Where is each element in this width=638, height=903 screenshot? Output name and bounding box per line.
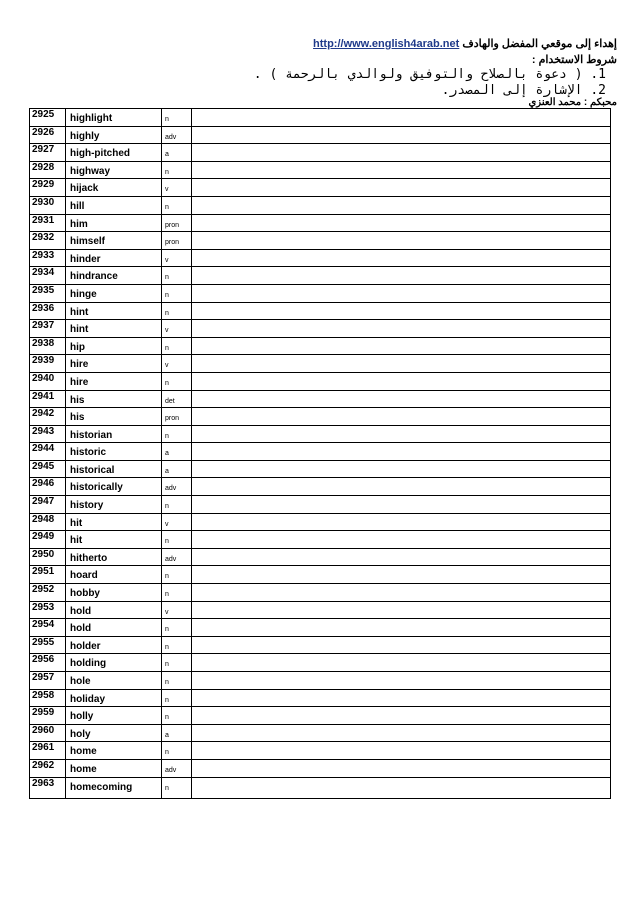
- entry-word: holly: [66, 707, 162, 725]
- entry-number: 2942: [30, 408, 66, 426]
- table-row: [30, 196, 611, 214]
- table-row: [30, 654, 611, 672]
- entry-word: hill: [66, 196, 162, 214]
- entry-number: 2926: [30, 126, 66, 144]
- entry-number: 2963: [30, 777, 66, 798]
- entry-part-of-speech: n: [162, 672, 192, 690]
- table-row: [30, 144, 611, 162]
- entry-number: 2939: [30, 355, 66, 373]
- entry-part-of-speech: adv: [162, 759, 192, 777]
- entry-word: historic: [66, 443, 162, 461]
- entry-part-of-speech: n: [162, 566, 192, 584]
- site-link[interactable]: http://www.english4arab.net: [313, 38, 460, 50]
- entry-word: hire: [66, 372, 162, 390]
- entry-part-of-speech: n: [162, 689, 192, 707]
- table-row: [30, 513, 611, 531]
- table-row: [30, 126, 611, 144]
- entry-number: 2943: [30, 425, 66, 443]
- entry-word: holding: [66, 654, 162, 672]
- entry-number: 2925: [30, 109, 66, 127]
- entry-word: hitherto: [66, 548, 162, 566]
- condition-2: 2. الإشارة إلى المصدر.: [441, 83, 606, 98]
- table-row: [30, 109, 611, 127]
- entry-number: 2927: [30, 144, 66, 162]
- entry-part-of-speech: n: [162, 619, 192, 637]
- author-line: محبكم : محمد العنزي: [528, 97, 617, 108]
- entry-word: hint: [66, 320, 162, 338]
- entry-number: 2930: [30, 196, 66, 214]
- table-row: [30, 672, 611, 690]
- vocabulary-table: [29, 108, 611, 799]
- table-row: [30, 531, 611, 549]
- entry-blank-cell: [192, 372, 611, 390]
- entry-number: 2949: [30, 531, 66, 549]
- table-row: [30, 566, 611, 584]
- entry-part-of-speech: n: [162, 337, 192, 355]
- entry-blank-cell: [192, 478, 611, 496]
- table-row: [30, 267, 611, 285]
- entry-blank-cell: [192, 408, 611, 426]
- entry-part-of-speech: v: [162, 320, 192, 338]
- entry-number: 2961: [30, 742, 66, 760]
- condition-1: 1. ( دعوة بالصلاح والتوفيق ولوالدي بالرحمة ) .: [253, 67, 606, 82]
- entry-word: highway: [66, 161, 162, 179]
- entry-number: 2958: [30, 689, 66, 707]
- entry-blank-cell: [192, 214, 611, 232]
- table-row: [30, 707, 611, 725]
- entry-part-of-speech: n: [162, 584, 192, 602]
- entry-number: 2959: [30, 707, 66, 725]
- entry-part-of-speech: n: [162, 496, 192, 514]
- entry-part-of-speech: n: [162, 531, 192, 549]
- entry-blank-cell: [192, 654, 611, 672]
- entry-word: historically: [66, 478, 162, 496]
- entry-number: 2962: [30, 759, 66, 777]
- table-row: [30, 724, 611, 742]
- table-row: [30, 777, 611, 798]
- table-row: [30, 478, 611, 496]
- entry-number: 2957: [30, 672, 66, 690]
- entry-blank-cell: [192, 196, 611, 214]
- entry-number: 2954: [30, 619, 66, 637]
- entry-word: himself: [66, 232, 162, 250]
- entry-blank-cell: [192, 460, 611, 478]
- entry-part-of-speech: det: [162, 390, 192, 408]
- entry-number: 2956: [30, 654, 66, 672]
- entry-part-of-speech: a: [162, 144, 192, 162]
- entry-word: home: [66, 742, 162, 760]
- entry-part-of-speech: n: [162, 636, 192, 654]
- entry-blank-cell: [192, 584, 611, 602]
- entry-blank-cell: [192, 742, 611, 760]
- entry-word: highlight: [66, 109, 162, 127]
- table-row: [30, 161, 611, 179]
- table-row: [30, 496, 611, 514]
- table-row: [30, 408, 611, 426]
- entry-number: 2953: [30, 601, 66, 619]
- entry-blank-cell: [192, 161, 611, 179]
- vocabulary-rows: [30, 109, 611, 799]
- entry-number: 2946: [30, 478, 66, 496]
- conditions-title: شروط الاستخدام :: [531, 54, 617, 66]
- entry-blank-cell: [192, 759, 611, 777]
- entry-number: 2938: [30, 337, 66, 355]
- entry-blank-cell: [192, 249, 611, 267]
- table-row: [30, 619, 611, 637]
- entry-word: hijack: [66, 179, 162, 197]
- entry-blank-cell: [192, 689, 611, 707]
- table-row: [30, 759, 611, 777]
- table-row: [30, 372, 611, 390]
- entry-blank-cell: [192, 320, 611, 338]
- entry-word: hobby: [66, 584, 162, 602]
- entry-part-of-speech: adv: [162, 478, 192, 496]
- entry-blank-cell: [192, 636, 611, 654]
- entry-word: his: [66, 408, 162, 426]
- entry-number: 2937: [30, 320, 66, 338]
- entry-blank-cell: [192, 531, 611, 549]
- entry-word: hoard: [66, 566, 162, 584]
- entry-blank-cell: [192, 425, 611, 443]
- entry-blank-cell: [192, 232, 611, 250]
- entry-blank-cell: [192, 724, 611, 742]
- entry-part-of-speech: adv: [162, 548, 192, 566]
- entry-part-of-speech: pron: [162, 214, 192, 232]
- entry-blank-cell: [192, 601, 611, 619]
- entry-part-of-speech: v: [162, 249, 192, 267]
- table-row: [30, 302, 611, 320]
- entry-part-of-speech: n: [162, 302, 192, 320]
- entry-word: holder: [66, 636, 162, 654]
- entry-word: historical: [66, 460, 162, 478]
- entry-part-of-speech: n: [162, 742, 192, 760]
- entry-number: 2948: [30, 513, 66, 531]
- entry-blank-cell: [192, 109, 611, 127]
- entry-word: hold: [66, 601, 162, 619]
- entry-part-of-speech: v: [162, 601, 192, 619]
- table-row: [30, 249, 611, 267]
- entry-word: hit: [66, 513, 162, 531]
- entry-part-of-speech: n: [162, 372, 192, 390]
- entry-part-of-speech: v: [162, 513, 192, 531]
- dedication-text: إهداء إلى موقعي المفضل والهادف: [462, 38, 617, 50]
- entry-word: hindrance: [66, 267, 162, 285]
- table-row: [30, 742, 611, 760]
- table-row: [30, 337, 611, 355]
- entry-word: hint: [66, 302, 162, 320]
- entry-word: hip: [66, 337, 162, 355]
- entry-word: home: [66, 759, 162, 777]
- table-row: [30, 689, 611, 707]
- entry-word: his: [66, 390, 162, 408]
- entry-number: 2947: [30, 496, 66, 514]
- entry-word: history: [66, 496, 162, 514]
- entry-number: 2960: [30, 724, 66, 742]
- entry-blank-cell: [192, 443, 611, 461]
- entry-word: holy: [66, 724, 162, 742]
- entry-part-of-speech: n: [162, 777, 192, 798]
- table-row: [30, 355, 611, 373]
- table-row: [30, 601, 611, 619]
- entry-part-of-speech: n: [162, 284, 192, 302]
- entry-blank-cell: [192, 284, 611, 302]
- entry-number: 2951: [30, 566, 66, 584]
- table-row: [30, 636, 611, 654]
- entry-number: 2933: [30, 249, 66, 267]
- entry-part-of-speech: pron: [162, 232, 192, 250]
- entry-part-of-speech: a: [162, 443, 192, 461]
- entry-word: hinder: [66, 249, 162, 267]
- entry-blank-cell: [192, 566, 611, 584]
- entry-number: 2936: [30, 302, 66, 320]
- table-row: [30, 232, 611, 250]
- entry-part-of-speech: adv: [162, 126, 192, 144]
- entry-word: homecoming: [66, 777, 162, 798]
- entry-part-of-speech: n: [162, 707, 192, 725]
- entry-number: 2950: [30, 548, 66, 566]
- entry-blank-cell: [192, 619, 611, 637]
- table-row: [30, 460, 611, 478]
- entry-number: 2952: [30, 584, 66, 602]
- entry-number: 2931: [30, 214, 66, 232]
- entry-number: 2928: [30, 161, 66, 179]
- entry-blank-cell: [192, 337, 611, 355]
- entry-part-of-speech: a: [162, 724, 192, 742]
- entry-blank-cell: [192, 672, 611, 690]
- entry-word: historian: [66, 425, 162, 443]
- entry-number: 2945: [30, 460, 66, 478]
- entry-number: 2929: [30, 179, 66, 197]
- entry-word: hit: [66, 531, 162, 549]
- entry-blank-cell: [192, 777, 611, 798]
- entry-blank-cell: [192, 179, 611, 197]
- entry-word: hold: [66, 619, 162, 637]
- entry-blank-cell: [192, 144, 611, 162]
- entry-number: 2955: [30, 636, 66, 654]
- entry-part-of-speech: n: [162, 425, 192, 443]
- entry-blank-cell: [192, 707, 611, 725]
- entry-word: high-pitched: [66, 144, 162, 162]
- entry-part-of-speech: n: [162, 161, 192, 179]
- entry-word: highly: [66, 126, 162, 144]
- entry-number: 2940: [30, 372, 66, 390]
- table-row: [30, 179, 611, 197]
- table-row: [30, 284, 611, 302]
- entry-blank-cell: [192, 355, 611, 373]
- entry-word: hire: [66, 355, 162, 373]
- entry-part-of-speech: n: [162, 267, 192, 285]
- entry-blank-cell: [192, 496, 611, 514]
- entry-number: 2934: [30, 267, 66, 285]
- entry-blank-cell: [192, 302, 611, 320]
- table-row: [30, 425, 611, 443]
- entry-part-of-speech: v: [162, 179, 192, 197]
- entry-word: hole: [66, 672, 162, 690]
- entry-number: 2935: [30, 284, 66, 302]
- entry-blank-cell: [192, 126, 611, 144]
- dedication-line: [313, 37, 617, 50]
- table-row: [30, 320, 611, 338]
- entry-blank-cell: [192, 267, 611, 285]
- table-row: [30, 548, 611, 566]
- entry-part-of-speech: v: [162, 355, 192, 373]
- entry-blank-cell: [192, 513, 611, 531]
- table-row: [30, 443, 611, 461]
- entry-part-of-speech: a: [162, 460, 192, 478]
- entry-number: 2941: [30, 390, 66, 408]
- table-row: [30, 214, 611, 232]
- table-row: [30, 584, 611, 602]
- entry-word: him: [66, 214, 162, 232]
- entry-blank-cell: [192, 548, 611, 566]
- entry-blank-cell: [192, 390, 611, 408]
- entry-part-of-speech: n: [162, 654, 192, 672]
- entry-word: holiday: [66, 689, 162, 707]
- entry-part-of-speech: pron: [162, 408, 192, 426]
- entry-part-of-speech: n: [162, 109, 192, 127]
- table-row: [30, 390, 611, 408]
- entry-part-of-speech: n: [162, 196, 192, 214]
- entry-word: hinge: [66, 284, 162, 302]
- entry-number: 2932: [30, 232, 66, 250]
- entry-number: 2944: [30, 443, 66, 461]
